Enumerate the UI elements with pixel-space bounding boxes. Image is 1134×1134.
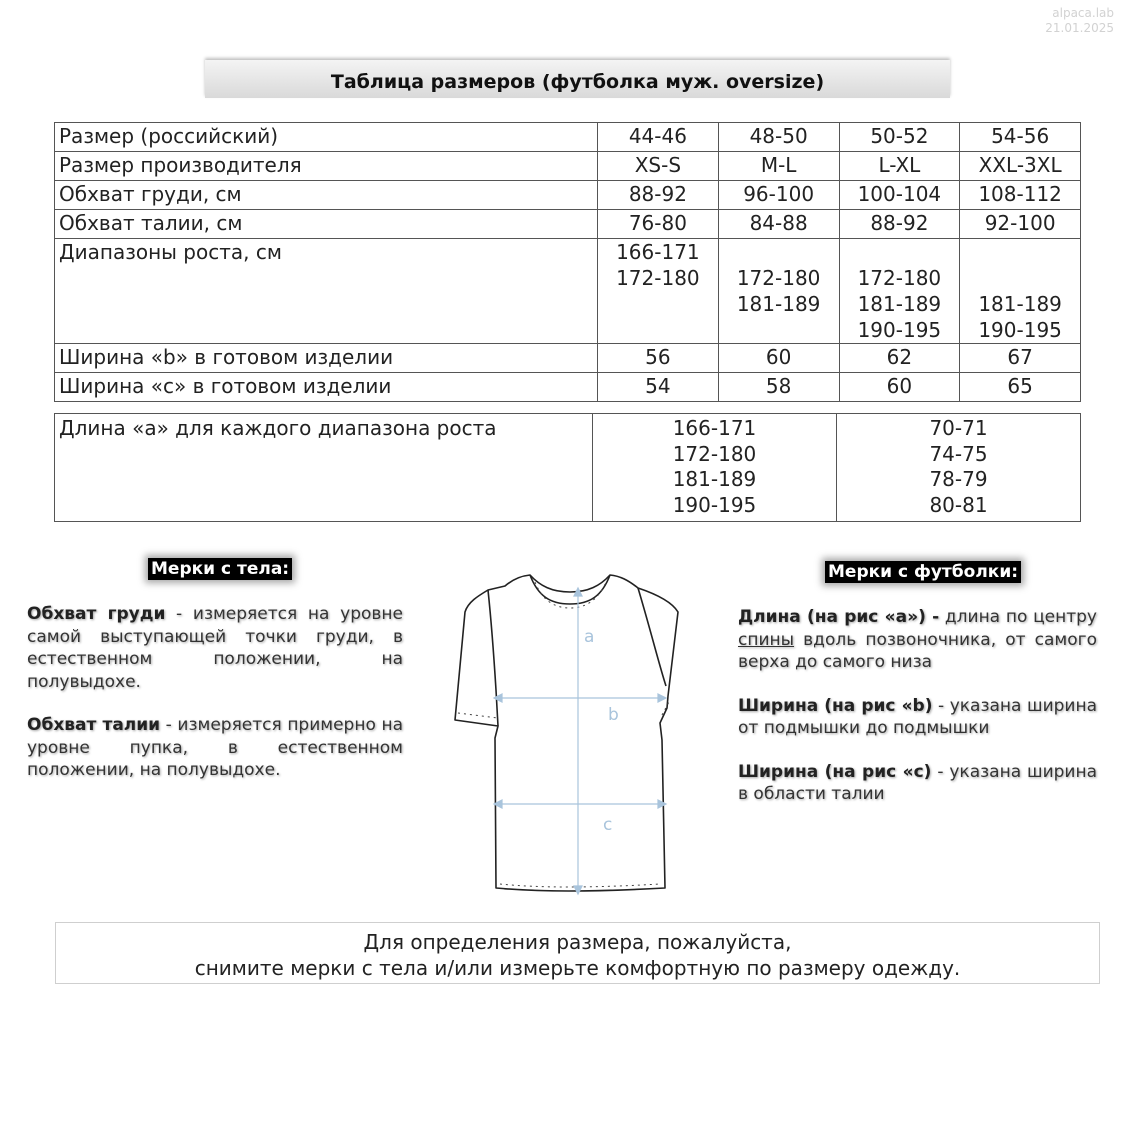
length-text-rest: вдоль позвоночника, от самого верха до самого низа: [738, 629, 1097, 672]
height-value: [960, 239, 1080, 265]
table-cell: 92-100: [960, 210, 1081, 239]
height-value: [840, 239, 960, 265]
table-row: [55, 123, 1081, 152]
height-cell: [718, 239, 839, 344]
chest-description: [27, 603, 403, 693]
table-cell: 100-104: [839, 181, 960, 210]
table-cell: 65: [960, 373, 1081, 402]
shirt-measurements-text: [738, 606, 1097, 827]
table-cell: XXL-3XL: [960, 152, 1081, 181]
height-value: 181-189: [672, 467, 757, 491]
body-measurements-text: [27, 603, 403, 803]
length-value: 80-81: [929, 492, 988, 517]
label-b: b: [608, 705, 619, 725]
height-value: 190-195: [978, 318, 1062, 342]
watermark: [1045, 6, 1114, 36]
tshirt-seam-right: [638, 588, 666, 686]
arrow-b-right: [658, 694, 666, 702]
height-value: 166-171: [616, 240, 700, 264]
width-c-description: [738, 761, 1097, 806]
height-cell: [598, 239, 719, 344]
waist-description: [27, 714, 403, 782]
table-cell: 96-100: [718, 181, 839, 210]
sleeve-stitch-right: [662, 700, 670, 715]
length-value: 78-79: [929, 467, 988, 491]
tshirt-diagram: [450, 568, 680, 903]
length-value: 74-75: [929, 441, 988, 466]
row-label: Диапазоны роста, см: [55, 239, 598, 344]
table-cell: 108-112: [960, 181, 1081, 210]
row-label: Размер производителя: [55, 152, 598, 181]
tshirt-seam-left: [488, 590, 498, 726]
table-row: [55, 373, 1081, 402]
height-value: 172-180: [736, 266, 821, 290]
length-value: 70-71: [929, 416, 988, 440]
table-cell: M-L: [718, 152, 839, 181]
table-cell: 56: [598, 344, 719, 373]
row-label: Обхват груди, см: [55, 181, 598, 210]
table-cell: 76-80: [598, 210, 719, 239]
length-term: Длина (на рис «a») -: [738, 607, 940, 627]
height-value: 190-195: [672, 492, 757, 517]
table-row: [55, 152, 1081, 181]
table-cell: 54-56: [960, 123, 1081, 152]
row-label: Размер (российский): [55, 123, 598, 152]
length-description: [738, 606, 1097, 674]
row-label: Ширина «c» в готовом изделии: [55, 373, 598, 402]
height-value: 172-180: [672, 441, 757, 466]
height-value: 190-195: [857, 318, 942, 342]
height-value: [598, 317, 718, 343]
table-cell: 88-92: [839, 210, 960, 239]
height-value: 181-189: [736, 292, 821, 316]
size-note: [55, 922, 1100, 984]
page-title: Таблица размеров (футболка муж. oversize): [205, 60, 950, 98]
width-b-term: Ширина (на рис «b): [738, 695, 933, 716]
length-text: длина по центру: [939, 607, 1097, 627]
height-value: [598, 291, 718, 317]
width-c-term: Ширина (на рис «c): [738, 761, 932, 782]
table-cell: 60: [718, 344, 839, 373]
row-label: Ширина «b» в готовом изделии: [55, 344, 598, 373]
arrow-c-right: [658, 800, 666, 808]
height-value: [719, 317, 839, 343]
table-row-heights: [55, 239, 1081, 344]
table-cell: 54: [598, 373, 719, 402]
length-table: [54, 413, 1081, 522]
width-b-description: [738, 695, 1097, 740]
width-c-text: - указана ширина в области талии: [738, 761, 1097, 804]
height-value: 166-171: [672, 416, 757, 440]
size-table: [54, 122, 1081, 402]
width-b-text: - указана ширина от подмышки до подмышки: [738, 695, 1097, 738]
length-cell: [837, 414, 1081, 522]
note-line-1: Для определения размера, пожалуйста,: [363, 930, 792, 954]
height-value: 172-180: [857, 266, 942, 290]
table-row: [55, 210, 1081, 239]
table-cell: L-XL: [839, 152, 960, 181]
shirt-measurements-heading: Мерки с футболки:: [825, 561, 1021, 583]
label-c: c: [603, 815, 613, 835]
note-line-2: снимите мерки с тела и/или измерьте комфортную по размеру одежду.: [194, 956, 961, 980]
watermark-brand: alpaca.lab: [1052, 6, 1114, 20]
waist-text: - измеряется примерно на уровне пупка, в естественном положении, на полувыдохе.: [27, 715, 403, 780]
table-cell: 67: [960, 344, 1081, 373]
waist-term: Обхват талии: [27, 715, 161, 735]
height-range-cell: [593, 414, 837, 522]
tshirt-outline: [455, 575, 678, 891]
table-row: [55, 181, 1081, 210]
table-cell: 84-88: [718, 210, 839, 239]
height-cell: [839, 239, 960, 344]
table-row: [55, 344, 1081, 373]
row-label: Обхват талии, см: [55, 210, 598, 239]
length-text-underlined: спины: [738, 629, 795, 650]
table-cell: 88-92: [598, 181, 719, 210]
row-label: Длина «a» для каждого диапазона роста: [55, 414, 593, 522]
height-value: [719, 239, 839, 265]
arrow-b-left: [494, 694, 502, 702]
tshirt-collar: [530, 575, 610, 604]
table-cell: XS-S: [598, 152, 719, 181]
chest-term: Обхват груди: [27, 604, 166, 624]
sleeve-stitch-left: [458, 713, 498, 718]
chest-text: - измеряется на уровне самой выступающей точки груди, в естественном положении, на полувыдохе.: [27, 604, 403, 692]
body-measurements-heading: Мерки с тела:: [148, 558, 292, 580]
table-cell: 50-52: [839, 123, 960, 152]
height-cell: [960, 239, 1081, 344]
height-value: 181-189: [857, 292, 942, 316]
table-cell: 48-50: [718, 123, 839, 152]
watermark-date: 21.01.2025: [1045, 21, 1114, 35]
table-cell: 44-46: [598, 123, 719, 152]
height-value: 172-180: [616, 266, 700, 290]
table-cell: 58: [718, 373, 839, 402]
table-cell: 62: [839, 344, 960, 373]
label-a: a: [584, 627, 595, 647]
height-value: 181-189: [978, 292, 1062, 316]
table-cell: 60: [839, 373, 960, 402]
height-value: [960, 265, 1080, 291]
table-row: [55, 414, 1081, 522]
